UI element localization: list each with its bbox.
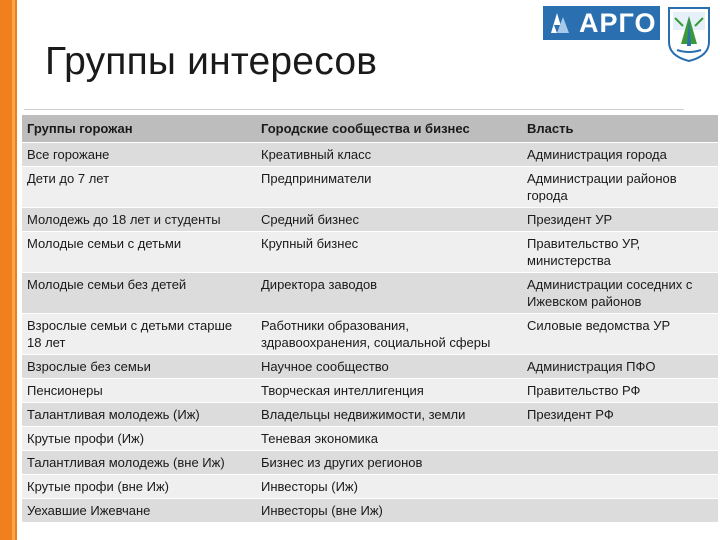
interest-groups-table bbox=[22, 115, 718, 523]
table-cell: Президент РФ bbox=[522, 403, 718, 427]
left-accent-stripe bbox=[12, 0, 15, 540]
table-cell: Пенсионеры bbox=[22, 379, 256, 403]
table-cell: Директора заводов bbox=[256, 273, 522, 314]
table-cell: Средний бизнес bbox=[256, 208, 522, 232]
table-row bbox=[22, 451, 718, 475]
table-cell: Талантливая молодежь (Иж) bbox=[22, 403, 256, 427]
header-government: Власть bbox=[522, 115, 718, 143]
table-cell: Администрация ПФО bbox=[522, 355, 718, 379]
logo-box bbox=[543, 6, 660, 40]
table-row bbox=[22, 143, 718, 167]
table-cell: Взрослые семьи с детьми старше 18 лет bbox=[22, 314, 256, 355]
table-row bbox=[22, 427, 718, 451]
table-cell: Силовые ведомства УР bbox=[522, 314, 718, 355]
table-cell: Крутые профи (вне Иж) bbox=[22, 475, 256, 499]
logo-text: АРГО bbox=[579, 7, 657, 38]
table-row bbox=[22, 314, 718, 355]
table-cell: Творческая интеллигенция bbox=[256, 379, 522, 403]
header-residents: Группы горожан bbox=[22, 115, 256, 143]
table-cell: Дети до 7 лет bbox=[22, 167, 256, 208]
table-row bbox=[22, 379, 718, 403]
title-divider bbox=[24, 109, 684, 110]
table-cell: Молодые семьи с детьми bbox=[22, 232, 256, 273]
table-cell: Все горожане bbox=[22, 143, 256, 167]
argo-logo bbox=[543, 6, 713, 64]
table-cell bbox=[522, 475, 718, 499]
table-cell: Талантливая молодежь (вне Иж) bbox=[22, 451, 256, 475]
table-cell: Теневая экономика bbox=[256, 427, 522, 451]
table-cell: Креативный класс bbox=[256, 143, 522, 167]
table-cell: Владельцы недвижимости, земли bbox=[256, 403, 522, 427]
table-row bbox=[22, 355, 718, 379]
table-cell: Администрации соседних с Ижевском районов bbox=[522, 273, 718, 314]
table-cell: Президент УР bbox=[522, 208, 718, 232]
table-row bbox=[22, 273, 718, 314]
table-cell: Работники образования, здравоохранения, социальной сферы bbox=[256, 314, 522, 355]
table-cell: Крутые профи (Иж) bbox=[22, 427, 256, 451]
table-row bbox=[22, 167, 718, 208]
table-header-row bbox=[22, 115, 718, 143]
table-row bbox=[22, 208, 718, 232]
header-business: Городские сообщества и бизнес bbox=[256, 115, 522, 143]
city-emblem-icon bbox=[667, 6, 711, 62]
table-cell: Научное сообщество bbox=[256, 355, 522, 379]
table-cell: Бизнес из других регионов bbox=[256, 451, 522, 475]
table-cell: Молодые семьи без детей bbox=[22, 273, 256, 314]
table-cell: Правительство РФ bbox=[522, 379, 718, 403]
table-cell: Инвесторы (вне Иж) bbox=[256, 499, 522, 523]
table-cell: Администрации районов города bbox=[522, 167, 718, 208]
slide-title: Группы интересов bbox=[45, 40, 378, 83]
table-cell: Крупный бизнес bbox=[256, 232, 522, 273]
table-row bbox=[22, 403, 718, 427]
logo-mark-icon bbox=[549, 11, 573, 35]
table-row bbox=[22, 499, 718, 523]
table-cell bbox=[522, 451, 718, 475]
table-cell: Молодежь до 18 лет и студенты bbox=[22, 208, 256, 232]
table-cell: Взрослые без семьи bbox=[22, 355, 256, 379]
table-cell bbox=[522, 427, 718, 451]
table-cell: Уехавшие Ижевчане bbox=[22, 499, 256, 523]
table-cell: Правительство УР, министерства bbox=[522, 232, 718, 273]
table-row bbox=[22, 475, 718, 499]
table-cell: Администрация города bbox=[522, 143, 718, 167]
table-cell: Предприниматели bbox=[256, 167, 522, 208]
table-row bbox=[22, 232, 718, 273]
table-cell bbox=[522, 499, 718, 523]
table-cell: Инвесторы (Иж) bbox=[256, 475, 522, 499]
